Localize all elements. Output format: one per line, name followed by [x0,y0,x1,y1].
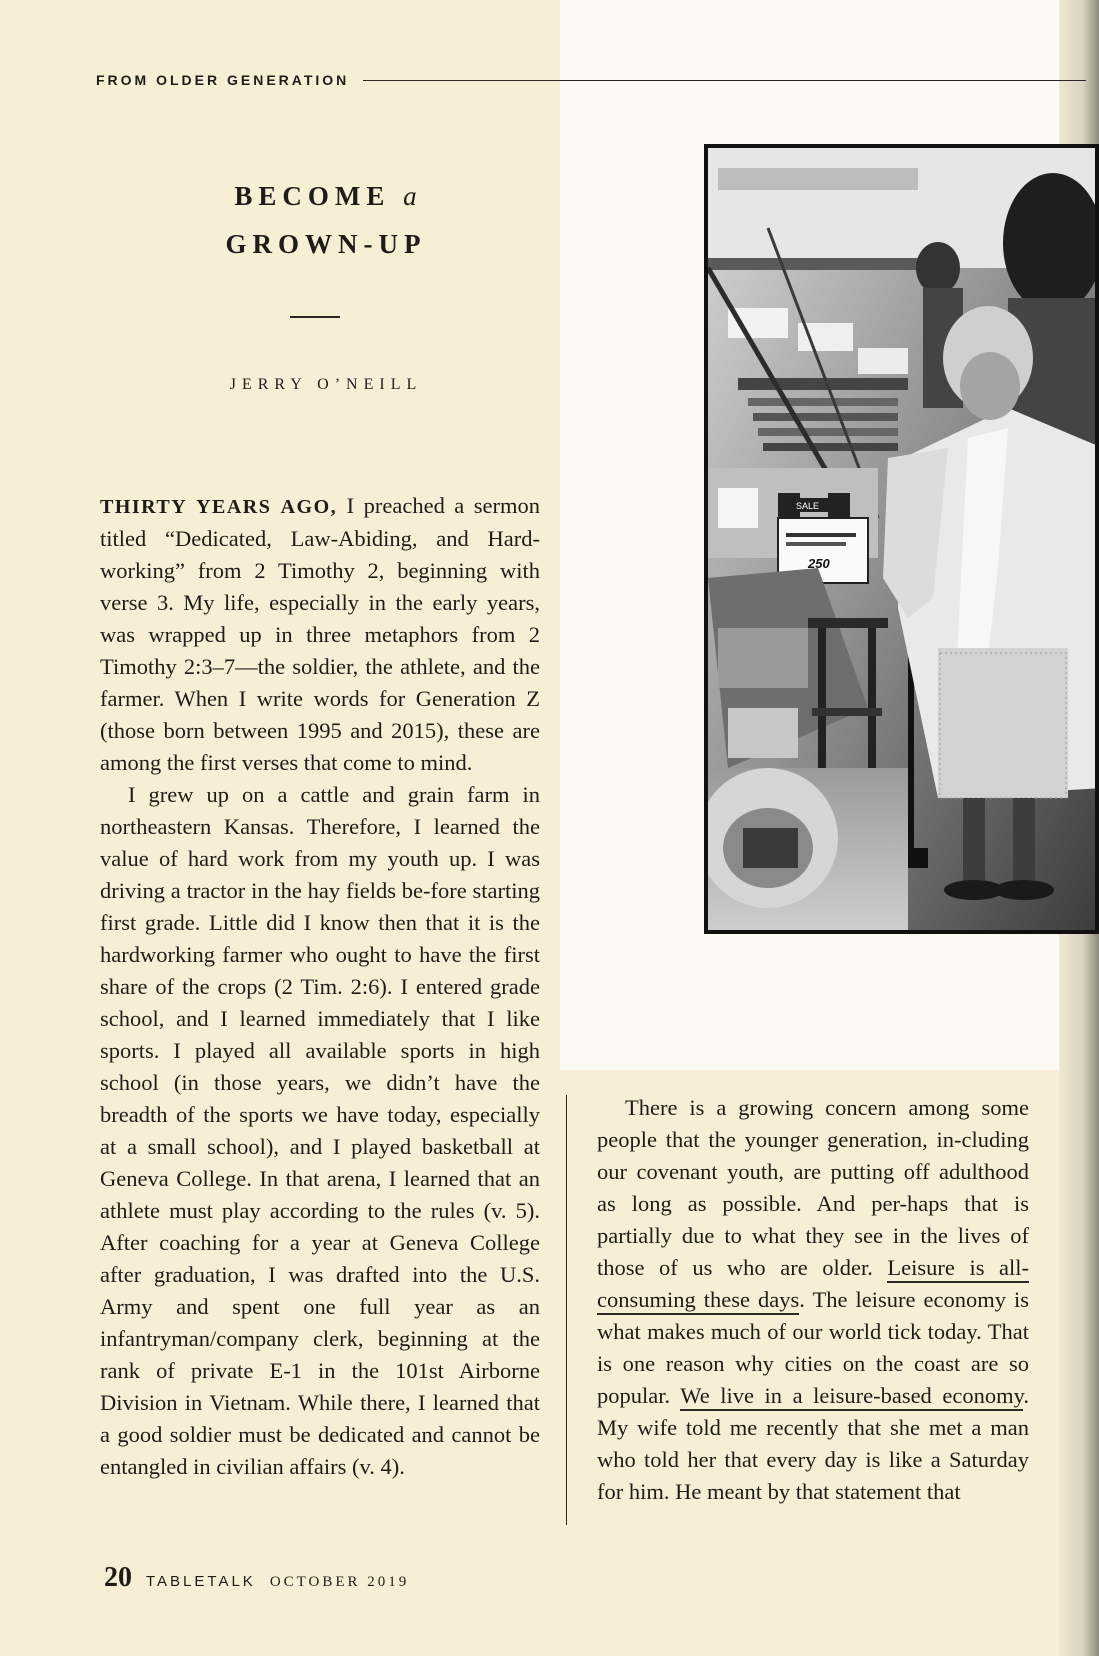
right-column [597,1092,1029,1508]
paragraph-2: I grew up on a cattle and grain farm in northeastern Kansas. Therefore, I learned the value of hard work from my youth up. I was driving a tractor in the hay fields be-fore starting first grade. Little did I know then that it is the hardworking farmer who ought to have the first share of the crops (2 Tim. 2:6). I entered grade school, and I learned immediately that I like sports. I played all available sports in high school (in those years, we didn’t have the breadth of the sports we have today, especially at a small school), and I played basketball at Geneva College. In that arena, I learned that an athlete must play according to the rules (v. 5). After coaching for a year at Geneva College after graduation, I was drafted into the U.S. Army and spent one full year as an infantryman/company clerk, beginning at the rank of private E-1 in the 101st Airborne Division in Vietnam. While there, I learned that a good soldier must be dedicated and cannot be entangled in civilian affairs (v. 4). [100,782,540,1479]
title-line1-italic: a [403,181,418,211]
paragraph-3-text-b: . The leisure economy is what makes much of our world tick today. That is one reason why cities on the coast are so popular. [597,1287,1030,1408]
paragraph-3-text-c: . My wife told me recently that she met a man who told her that every day is like a Saturday for him. He meant by that statement that [597,1383,1029,1504]
title-divider [290,316,340,318]
paragraph-1 [100,490,540,779]
supermarket-photo [708,148,1099,934]
price-sign-text: 250 [808,556,830,571]
underlined-phrase-1: Leisure is all-consuming these days [597,1255,1029,1315]
section-label: FROM OLDER GENERATION [96,72,350,88]
section-header [96,70,1086,90]
header-rule [363,80,1086,81]
page-number: 20 [104,1562,132,1593]
magazine-name: TABLETALK [146,1573,256,1590]
author-byline: JERRY O’NEILL [229,376,423,393]
issue-date: OCTOBER 2019 [269,1574,410,1590]
article-title [96,172,556,268]
sale-sign-text: SALE [796,501,820,511]
title-line2: GROWN-UP [225,229,427,259]
paragraph-3 [597,1092,1029,1508]
paragraph-3-text-a: There is a growing concern among some people that the younger generation, in-cluding our covenant youth, are putting off adulthood as long as possible. And per-haps that is partially due to what they see in the lives of those of us who are older. [597,1095,1029,1280]
paragraph-1-text: I preached a sermon titled “Dedicated, Law-Abiding, and Hard-working” from 2 Timothy 2, beginning with verse 3. My life, especially in the early years, was wrapped up in three metaphors from 2 Timothy 2:3–7—the soldier, the athlete, and the farmer. When I write words for Generation Z (those born between 1995 and 2015), these are among the first verses that come to mind. [100,493,541,775]
column-divider [566,1095,567,1525]
left-column [100,490,540,1483]
lead-in: THIRTY YEARS AGO, [100,496,338,518]
underlined-phrase-2: We live in a leisure-based economy [680,1383,1023,1411]
title-line1: BECOME [234,181,391,211]
article-photo [704,144,1099,934]
page-footer [104,1562,409,1594]
